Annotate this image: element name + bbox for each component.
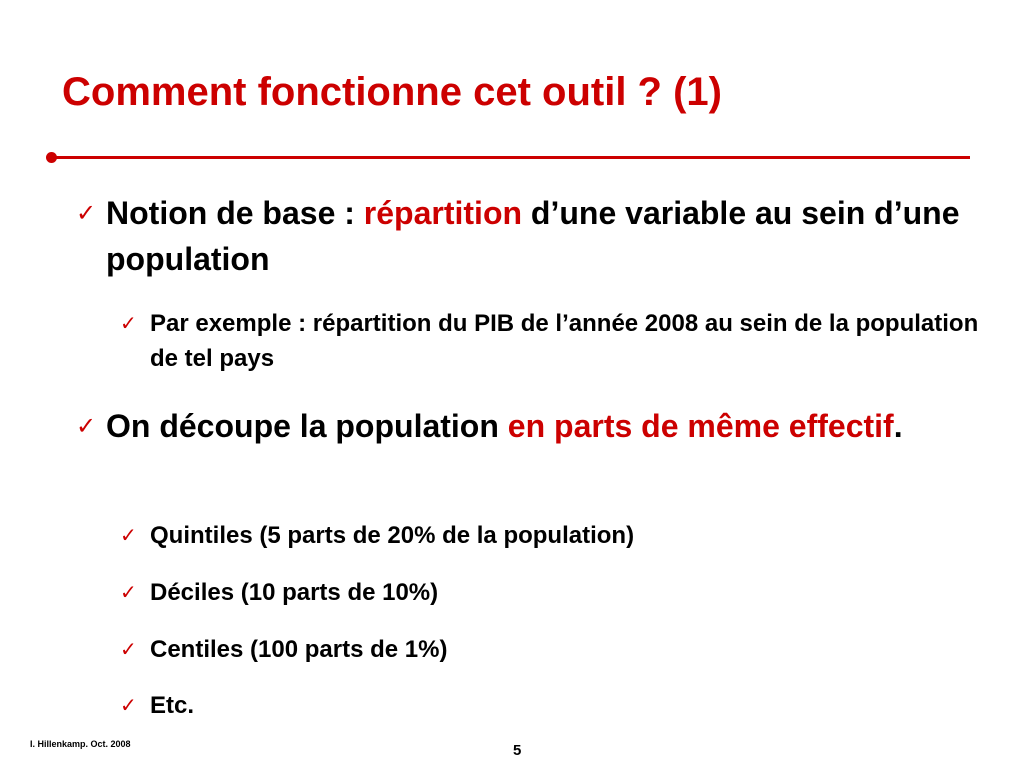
check-icon: ✓ [76,199,97,227]
page-number: 5 [513,742,522,759]
bullet-text-part: d’une variable au sein d’une population [106,195,960,277]
slide-title: Comment fonctionne cet outil ? (1) [62,70,722,114]
bullet-text-part: . [893,408,903,444]
bullet-on-decoupe [76,403,976,449]
check-icon: ✓ [120,311,137,335]
title-underline [52,156,970,159]
bullet-notion-de-base [76,190,976,282]
sub-bullet-deciles [120,575,980,610]
bullet-text-part: : [344,195,364,231]
sub-bullet-par-exemple [120,306,980,376]
sub-bullet-quintiles [120,518,980,553]
bullet-text-part: Notion de base [106,195,345,231]
bullet-text-part: On découpe la population [106,408,508,444]
bullet-text [106,403,976,449]
bullet-text: Centiles (100 parts de 1%) [150,636,448,663]
check-icon: ✓ [76,412,97,440]
sub-bullet-etc [120,688,980,723]
highlight-repartition: répartition [363,195,523,231]
bullet-text: Quintiles (5 parts de 20% de la population) [150,522,635,549]
bullet-text: Déciles (10 parts de 10%) [150,579,439,606]
check-icon: ✓ [120,580,137,604]
check-icon: ✓ [120,637,137,661]
highlight-parts-meme-effectif: en parts de même effectif [507,408,894,444]
check-icon: ✓ [120,523,137,547]
bullet-text: Etc. [150,692,195,719]
bullet-text: Par exemple : répartition du PIB de l’année 2008 au sein de la population de tel pays [150,310,979,372]
check-icon: ✓ [120,693,137,717]
footer-author-date: I. Hillenkamp. Oct. 2008 [30,739,131,749]
bullet-text [106,190,976,282]
sub-bullet-centiles [120,632,980,667]
